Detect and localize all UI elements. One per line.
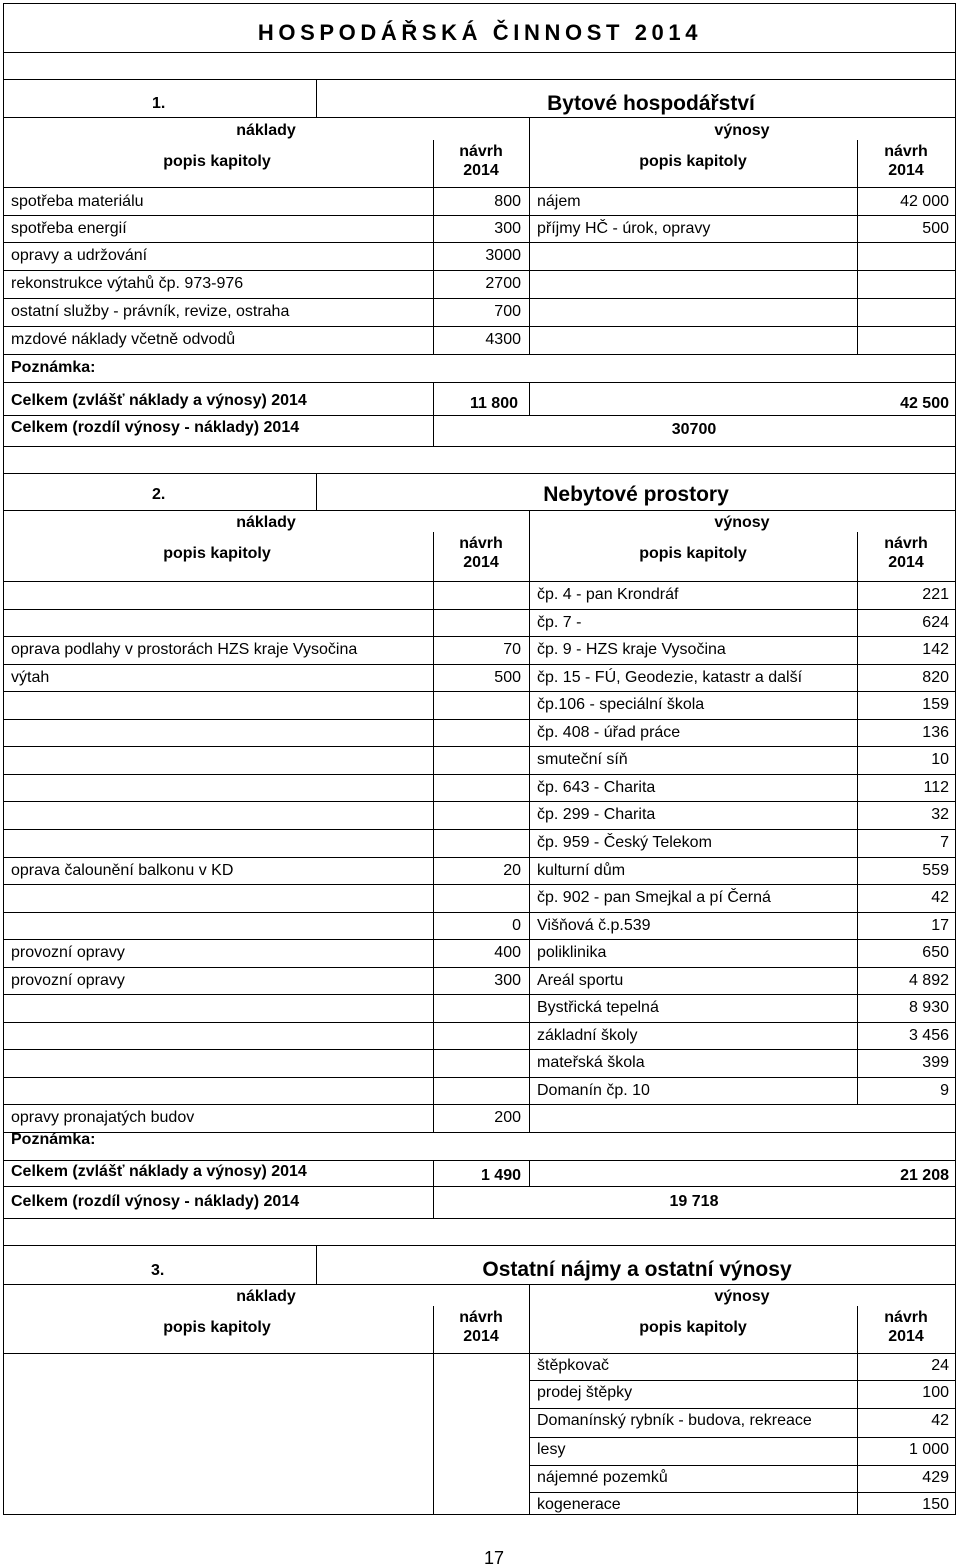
rule-line bbox=[3, 1077, 955, 1078]
rule-line bbox=[3, 510, 955, 511]
revenue-item-value: 650 bbox=[922, 944, 949, 961]
column-line bbox=[857, 187, 858, 354]
cost-item-value: 800 bbox=[494, 193, 521, 210]
rule-line bbox=[3, 801, 955, 802]
section-1-number: 1. bbox=[152, 95, 166, 112]
rule-line bbox=[3, 270, 955, 271]
revenues-year-heading: 2014 bbox=[888, 1328, 924, 1345]
revenue-item-value: 142 bbox=[922, 641, 949, 658]
cost-item-label: ostatní služby - právník, revize, ostraha bbox=[11, 303, 290, 320]
rule-line bbox=[3, 1218, 955, 1219]
revenue-item-label: čp. 643 - Charita bbox=[537, 779, 656, 796]
rule-line bbox=[529, 1380, 955, 1381]
column-line bbox=[529, 510, 530, 581]
section-2-total-costs: 1 490 bbox=[480, 1167, 521, 1184]
revenue-item-value: 150 bbox=[922, 1496, 949, 1513]
revenue-item-label: čp. 9 - HZS kraje Vysočina bbox=[537, 641, 726, 658]
column-line bbox=[529, 581, 530, 1132]
revenues-proposal-heading: návrh bbox=[884, 1309, 928, 1326]
rule-line bbox=[3, 691, 955, 692]
revenue-item-label: nájem bbox=[537, 193, 581, 210]
rule-line bbox=[3, 829, 955, 830]
cost-item-value: 300 bbox=[494, 972, 521, 989]
rule-line bbox=[3, 1022, 955, 1023]
cost-item-label: rekonstrukce výtahů čp. 973-976 bbox=[11, 275, 244, 292]
section-2-number: 2. bbox=[152, 486, 166, 503]
rule-line bbox=[3, 719, 955, 720]
cost-item-label: spotřeba materiálu bbox=[11, 193, 144, 210]
cost-item-value: 70 bbox=[503, 641, 521, 658]
column-line bbox=[529, 117, 530, 187]
cost-item-value: 700 bbox=[494, 303, 521, 320]
revenue-item-value: 32 bbox=[931, 806, 949, 823]
page-title: HOSPODÁŘSKÁ ČINNOST 2014 bbox=[257, 20, 703, 45]
rule-line bbox=[3, 746, 955, 747]
rule-line bbox=[3, 242, 955, 243]
revenues-year-heading: 2014 bbox=[888, 162, 924, 179]
costs-year-heading: 2014 bbox=[463, 162, 499, 179]
revenue-item-label: základní školy bbox=[537, 1027, 638, 1044]
rule-line bbox=[3, 774, 955, 775]
rule-line bbox=[3, 473, 955, 474]
revenue-item-value: 221 bbox=[922, 586, 949, 603]
revenue-item-value: 500 bbox=[922, 220, 949, 237]
rule-line bbox=[3, 382, 955, 383]
section-1-total-difference-label: Celkem (rozdíl výnosy - náklady) 2014 bbox=[11, 419, 300, 436]
column-line bbox=[433, 140, 434, 187]
column-line bbox=[433, 1306, 434, 1353]
revenue-item-value: 624 bbox=[922, 614, 949, 631]
revenues-description-heading: popis kapitoly bbox=[639, 545, 747, 562]
revenue-item-label: čp. 408 - úřad práce bbox=[537, 724, 681, 741]
rule-line bbox=[529, 1465, 955, 1466]
costs-proposal-heading: návrh bbox=[459, 1309, 503, 1326]
column-line bbox=[857, 581, 858, 1104]
cost-item-label: oprava čalounění balkonu v KD bbox=[11, 862, 234, 879]
revenue-item-label: Višňová č.p.539 bbox=[537, 917, 651, 934]
column-line bbox=[316, 1245, 317, 1284]
cost-item-label: opravy a udržování bbox=[11, 247, 148, 264]
section-2-title: Nebytové prostory bbox=[543, 483, 729, 506]
revenue-item-value: 159 bbox=[922, 696, 949, 713]
revenues-year-heading: 2014 bbox=[888, 554, 924, 571]
cost-item-value: 200 bbox=[494, 1109, 521, 1126]
revenue-item-value: 4 892 bbox=[908, 972, 949, 989]
rule-line bbox=[3, 79, 955, 80]
cost-item-value: 0 bbox=[512, 917, 521, 934]
column-line bbox=[529, 187, 530, 354]
revenue-item-value: 42 bbox=[931, 1412, 949, 1429]
rule-line bbox=[3, 1284, 955, 1285]
rule-line bbox=[529, 1408, 955, 1409]
column-line bbox=[857, 1306, 858, 1353]
rule-line bbox=[3, 939, 955, 940]
revenue-item-label: Domanínský rybník - budova, rekreace bbox=[537, 1412, 812, 1429]
revenue-item-value: 1 000 bbox=[908, 1441, 949, 1458]
cost-item-label: oprava podlahy v prostorách HZS kraje Vysočina bbox=[11, 641, 358, 658]
revenue-item-value: 17 bbox=[931, 917, 949, 934]
rule-line bbox=[3, 609, 955, 610]
revenues-heading: výnosy bbox=[714, 514, 770, 531]
revenue-item-label: mateřská škola bbox=[537, 1054, 645, 1071]
costs-year-heading: 2014 bbox=[463, 554, 499, 571]
revenue-item-value: 820 bbox=[922, 669, 949, 686]
cost-item-value: 4300 bbox=[485, 331, 521, 348]
revenue-item-label: čp. 902 - pan Smejkal a pí Černá bbox=[537, 889, 771, 906]
cost-item-label: výtah bbox=[11, 669, 50, 686]
costs-year-heading: 2014 bbox=[463, 1328, 499, 1345]
rule-line bbox=[3, 187, 955, 188]
revenue-item-label: smuteční síň bbox=[537, 751, 628, 768]
cost-item-value: 300 bbox=[494, 220, 521, 237]
revenues-heading: výnosy bbox=[714, 122, 770, 139]
column-line bbox=[857, 532, 858, 581]
revenue-item-label: Bystřická tepelná bbox=[537, 999, 659, 1016]
revenue-item-label: čp. 7 - bbox=[537, 614, 582, 631]
column-line bbox=[316, 473, 317, 510]
revenue-item-value: 559 bbox=[922, 862, 949, 879]
rule-line bbox=[3, 1160, 955, 1161]
rule-line bbox=[3, 664, 955, 665]
section-1-note: Poznámka: bbox=[11, 359, 96, 376]
revenue-item-value: 136 bbox=[922, 724, 949, 741]
revenue-item-value: 7 bbox=[940, 834, 949, 851]
rule-line bbox=[3, 1245, 955, 1246]
revenue-item-value: 10 bbox=[931, 751, 949, 768]
costs-description-heading: popis kapitoly bbox=[163, 153, 271, 170]
revenue-item-label: čp. 299 - Charita bbox=[537, 806, 656, 823]
revenue-item-label: čp. 4 - pan Krondráf bbox=[537, 586, 679, 603]
column-line bbox=[529, 1160, 530, 1186]
revenue-item-value: 8 930 bbox=[908, 999, 949, 1016]
costs-heading: náklady bbox=[236, 122, 296, 139]
page-number: 17 bbox=[483, 1548, 505, 1568]
rule-line bbox=[3, 117, 955, 118]
revenue-item-label: prodej štěpky bbox=[537, 1384, 633, 1401]
cost-item-value: 3000 bbox=[485, 247, 521, 264]
column-line bbox=[433, 1353, 434, 1515]
column-line bbox=[857, 140, 858, 187]
column-line bbox=[433, 187, 434, 354]
rule-line bbox=[529, 1437, 955, 1438]
revenue-item-value: 112 bbox=[923, 779, 949, 796]
rule-line bbox=[3, 298, 955, 299]
rule-line bbox=[3, 857, 955, 858]
column-line bbox=[857, 1353, 858, 1515]
revenue-item-label: Areál sportu bbox=[537, 972, 624, 989]
rule-line bbox=[3, 326, 955, 327]
cost-item-value: 20 bbox=[503, 862, 521, 879]
rule-line bbox=[3, 52, 955, 53]
cost-item-value: 2700 bbox=[485, 275, 521, 292]
section-1-total-difference: 30700 bbox=[671, 421, 717, 438]
section-2-total-difference-label: Celkem (rozdíl výnosy - náklady) 2014 bbox=[11, 1193, 300, 1210]
rule-line bbox=[3, 912, 955, 913]
section-3-number: 3. bbox=[151, 1262, 165, 1279]
revenue-item-value: 3 456 bbox=[908, 1027, 949, 1044]
revenue-item-label: lesy bbox=[537, 1441, 566, 1458]
revenue-item-label: čp. 959 - Český Telekom bbox=[537, 834, 712, 851]
cost-item-label: mzdové náklady včetně odvodů bbox=[11, 331, 236, 348]
revenue-item-value: 24 bbox=[931, 1357, 949, 1374]
section-1-total-costs: 11 800 bbox=[469, 395, 518, 412]
column-line bbox=[529, 1353, 530, 1515]
rule-line bbox=[3, 884, 955, 885]
rule-line bbox=[529, 1492, 955, 1493]
costs-proposal-heading: návrh bbox=[459, 535, 503, 552]
costs-proposal-heading: návrh bbox=[459, 143, 503, 160]
revenue-item-label: štěpkovač bbox=[537, 1357, 610, 1374]
cost-item-label: provozní opravy bbox=[11, 944, 125, 961]
section-1-total-revenues: 42 500 bbox=[900, 395, 949, 412]
rule-line bbox=[3, 446, 955, 447]
rule-line bbox=[3, 967, 955, 968]
revenue-item-value: 42 bbox=[931, 889, 949, 906]
revenues-description-heading: popis kapitoly bbox=[639, 153, 747, 170]
revenues-description-heading: popis kapitoly bbox=[639, 1319, 747, 1336]
revenue-item-label: příjmy HČ - úrok, opravy bbox=[537, 220, 711, 237]
revenues-heading: výnosy bbox=[714, 1288, 770, 1305]
column-line bbox=[529, 382, 530, 415]
column-line bbox=[433, 581, 434, 1132]
revenue-item-label: nájemné pozemků bbox=[537, 1469, 668, 1486]
cost-item-label: spotřeba energií bbox=[11, 220, 127, 237]
rule-line bbox=[3, 1104, 955, 1105]
costs-description-heading: popis kapitoly bbox=[163, 545, 271, 562]
rule-line bbox=[3, 415, 955, 416]
cost-item-label: provozní opravy bbox=[11, 972, 125, 989]
rule-line bbox=[3, 994, 955, 995]
section-1-total-separate-label: Celkem (zvlášť náklady a výnosy) 2014 bbox=[11, 392, 307, 409]
costs-description-heading: popis kapitoly bbox=[163, 1319, 271, 1336]
section-2-total-revenues: 21 208 bbox=[900, 1167, 949, 1184]
column-line bbox=[316, 79, 317, 117]
rule-line bbox=[3, 1186, 955, 1187]
cost-item-value: 500 bbox=[494, 669, 521, 686]
rule-line bbox=[3, 1049, 955, 1050]
revenue-item-label: kulturní dům bbox=[537, 862, 626, 879]
revenue-item-value: 42 000 bbox=[900, 193, 949, 210]
revenues-proposal-heading: návrh bbox=[884, 535, 928, 552]
rule-line bbox=[3, 354, 955, 355]
cost-item-label: opravy pronajatých budov bbox=[11, 1109, 195, 1126]
revenue-item-label: čp. 15 - FÚ, Geodezie, katastr a další bbox=[537, 669, 803, 686]
revenue-item-value: 100 bbox=[922, 1384, 949, 1401]
rule-line bbox=[3, 215, 955, 216]
rule-line bbox=[3, 581, 955, 582]
revenue-item-label: poliklinika bbox=[537, 944, 607, 961]
section-2-total-difference: 19 718 bbox=[669, 1193, 719, 1210]
revenue-item-label: kogenerace bbox=[537, 1496, 621, 1513]
section-2-note: Poznámka: bbox=[11, 1131, 96, 1148]
rule-line bbox=[3, 636, 955, 637]
column-line bbox=[529, 1284, 530, 1353]
revenue-item-label: Domanín čp. 10 bbox=[537, 1082, 650, 1099]
column-line bbox=[433, 532, 434, 581]
section-1-title: Bytové hospodářství bbox=[547, 92, 755, 115]
revenue-item-value: 429 bbox=[922, 1469, 949, 1486]
rule-line bbox=[3, 1353, 955, 1354]
revenue-item-value: 399 bbox=[922, 1054, 949, 1071]
costs-heading: náklady bbox=[236, 1288, 296, 1305]
cost-item-value: 400 bbox=[494, 944, 521, 961]
revenues-proposal-heading: návrh bbox=[884, 143, 928, 160]
revenue-item-value: 9 bbox=[940, 1082, 949, 1099]
section-2-total-separate-label: Celkem (zvlášť náklady a výnosy) 2014 bbox=[11, 1163, 307, 1180]
costs-heading: náklady bbox=[236, 514, 296, 531]
section-3-title: Ostatní nájmy a ostatní výnosy bbox=[482, 1258, 792, 1281]
rule-line bbox=[3, 1132, 955, 1133]
revenue-item-label: čp.106 - speciální škola bbox=[537, 696, 705, 713]
